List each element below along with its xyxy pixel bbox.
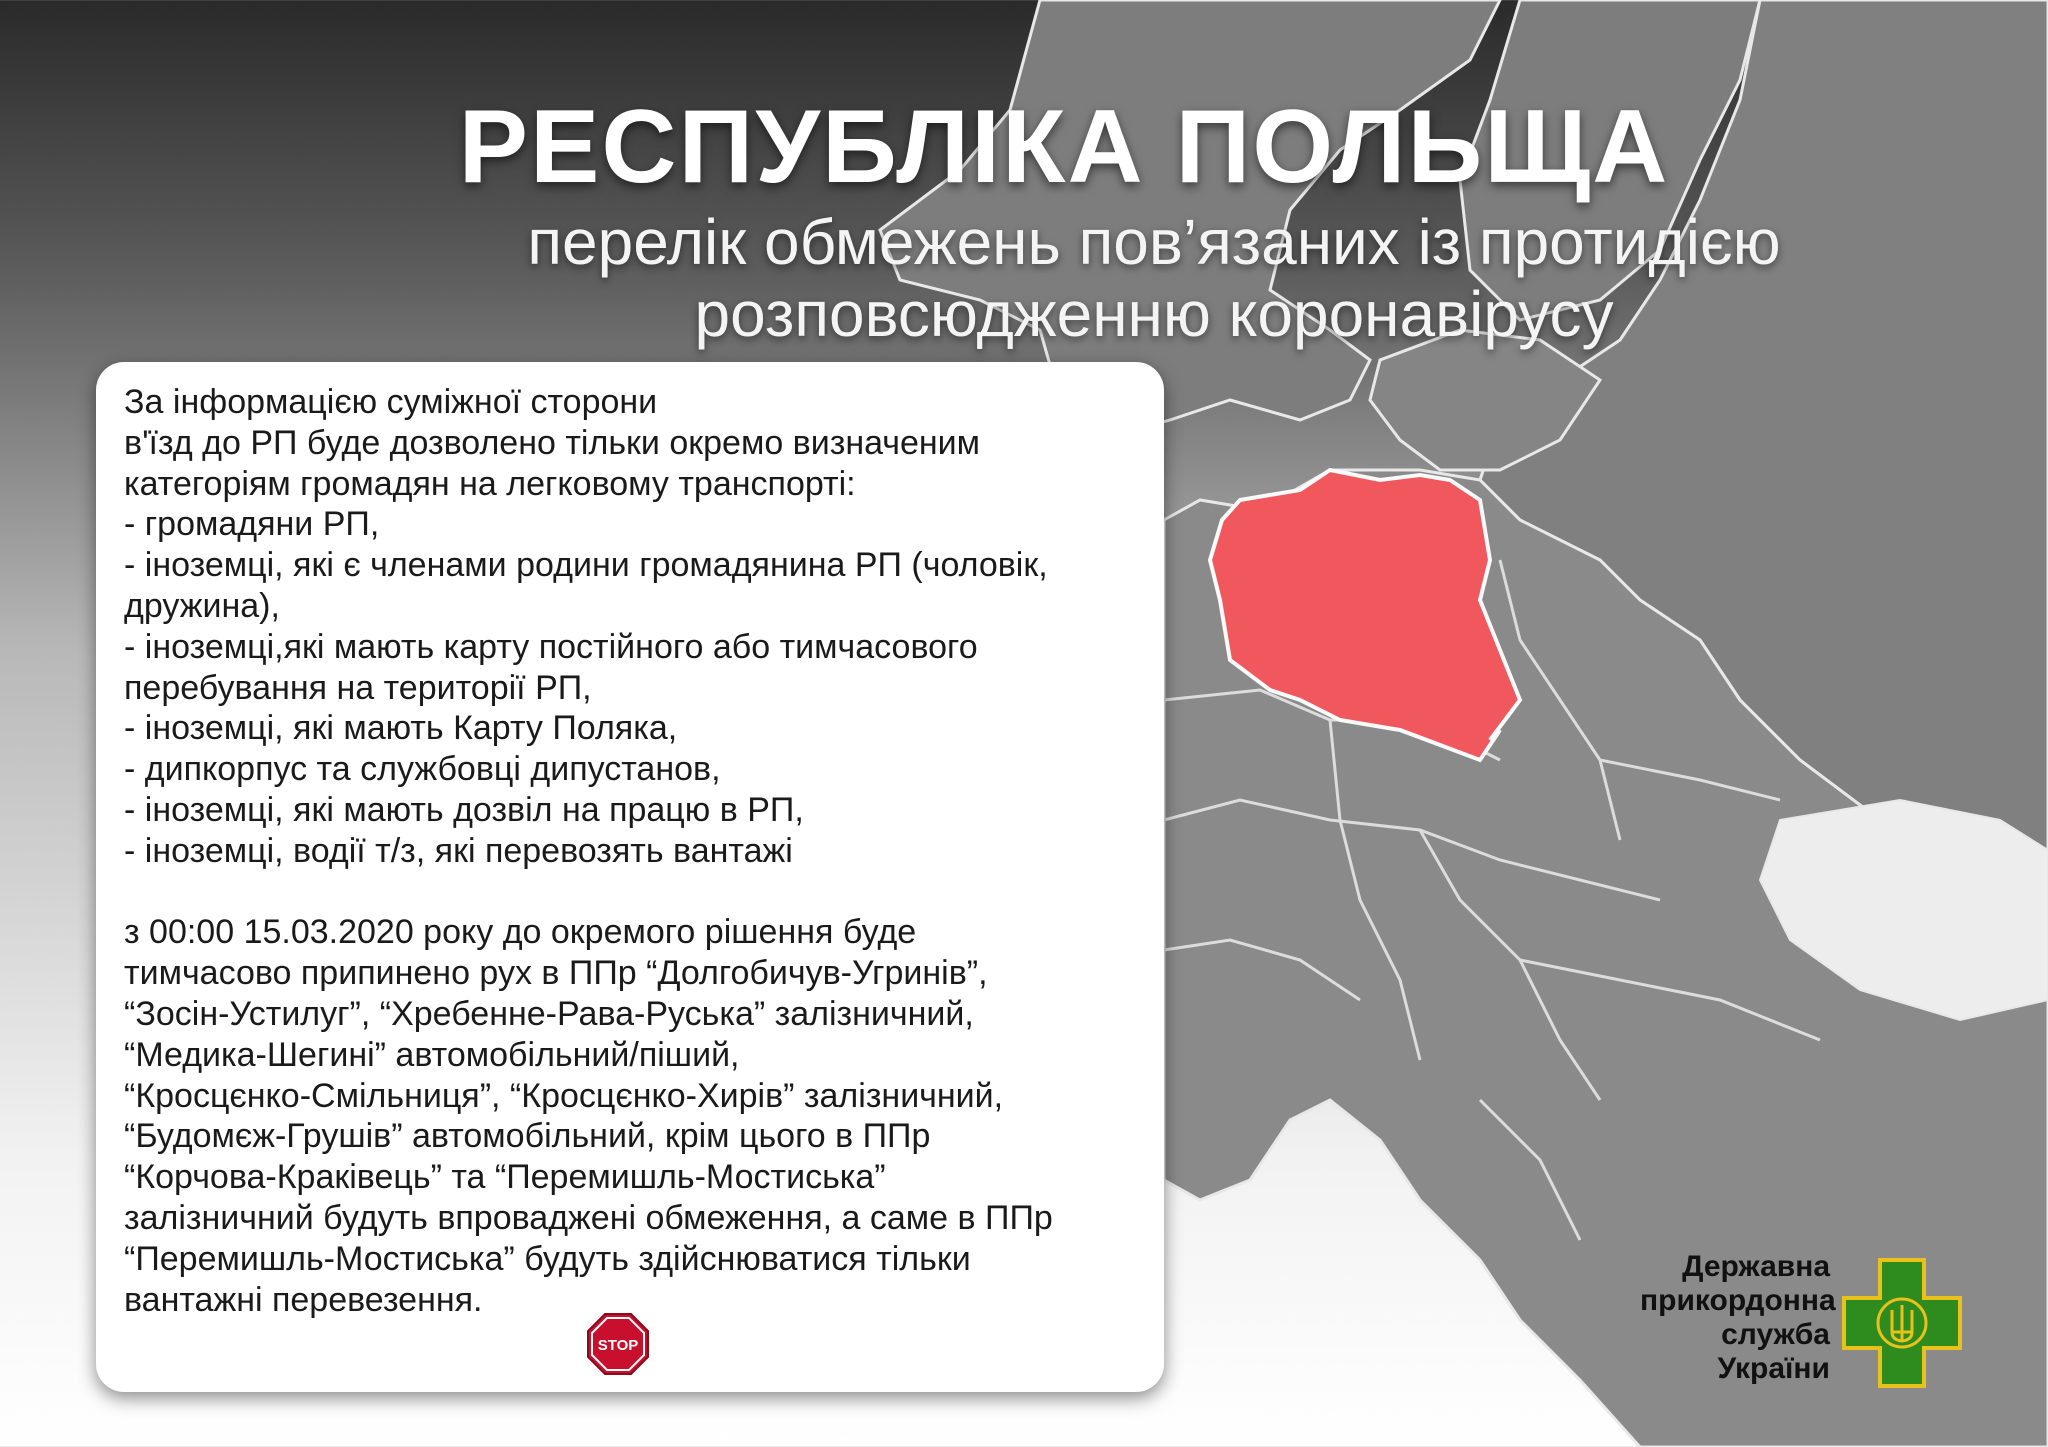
agency-line2: прикордонна [1640,1284,1836,1317]
info-line: дружина), [124,586,280,625]
stop-sign-label: STOP [597,1337,639,1354]
info-line: - дипкорпус та службовці дипустанов, [124,750,721,789]
agency-line3: служба [1721,1318,1830,1351]
info-line: - іноземці, які мають дозвіл на працю в РП, [124,790,804,829]
info-line: - іноземці, водії т/з, які перевозять вантажі [124,831,793,870]
info-line [124,872,1136,913]
info-line: з 00:00 15.03.2020 року до окремого рішення буде [124,913,917,952]
info-line: залізничний будуть впроваджені обмеження, а саме в ППр [124,1198,1053,1237]
info-line: “Медика-Шегині” автомобільний/піший, [124,1035,740,1074]
info-line: - іноземці, які є членами родини громадянина РП (чоловік, [124,546,1048,585]
info-line: За інформацією суміжної сторони [124,383,658,421]
border-guard-emblem-icon [1842,1258,1962,1388]
agency-name [1640,1250,1836,1386]
info-line: категоріям громадян на легковому транспорті: [124,464,856,503]
info-line: “Кросцєнко-Смільниця”, “Кросцєнко-Хирів” залізничний, [124,1076,1004,1115]
info-line: в'їзд до РП буде дозволено тільки окремо визначеним [124,423,981,462]
info-line: “Корчова-Краківець” та “Перемишль-Мостиська” [124,1158,886,1197]
info-line: перебування на території РП, [124,668,592,707]
info-line: - громадяни РП, [124,505,380,544]
info-line: “Зосін-Устилуг”, “Хребенне-Рава-Руська” залізничний, [124,994,974,1033]
page-title: РЕСПУБЛІКА ПОЛЬЩА [458,89,1670,205]
info-line: вантажні перевезення. [124,1280,483,1319]
info-card [96,362,1164,1392]
info-line: тимчасово припинено рух в ППр “Долгобичув-Угринів”, [124,954,988,993]
info-text [124,382,1136,1320]
info-line: “Будомєж-Грушів” автомобільний, крім цього в ППр [124,1117,931,1156]
agency-line4: України [1717,1352,1830,1385]
info-line: “Перемишль-Мостиська” будуть здійснюватися тільки [124,1239,971,1278]
agency-line1: Державна [1682,1250,1830,1283]
info-line: - іноземці,які мають карту постійного або тимчасового [124,627,978,666]
page-subtitle-line2: розповсюдженню коронавірусу [694,278,1614,350]
info-line: - іноземці, які мають Карту Поляка, [124,709,678,748]
stop-sign-icon [586,1312,650,1376]
page-subtitle-line1: перелік обмежень пов’язаних із протидією [527,206,1781,278]
